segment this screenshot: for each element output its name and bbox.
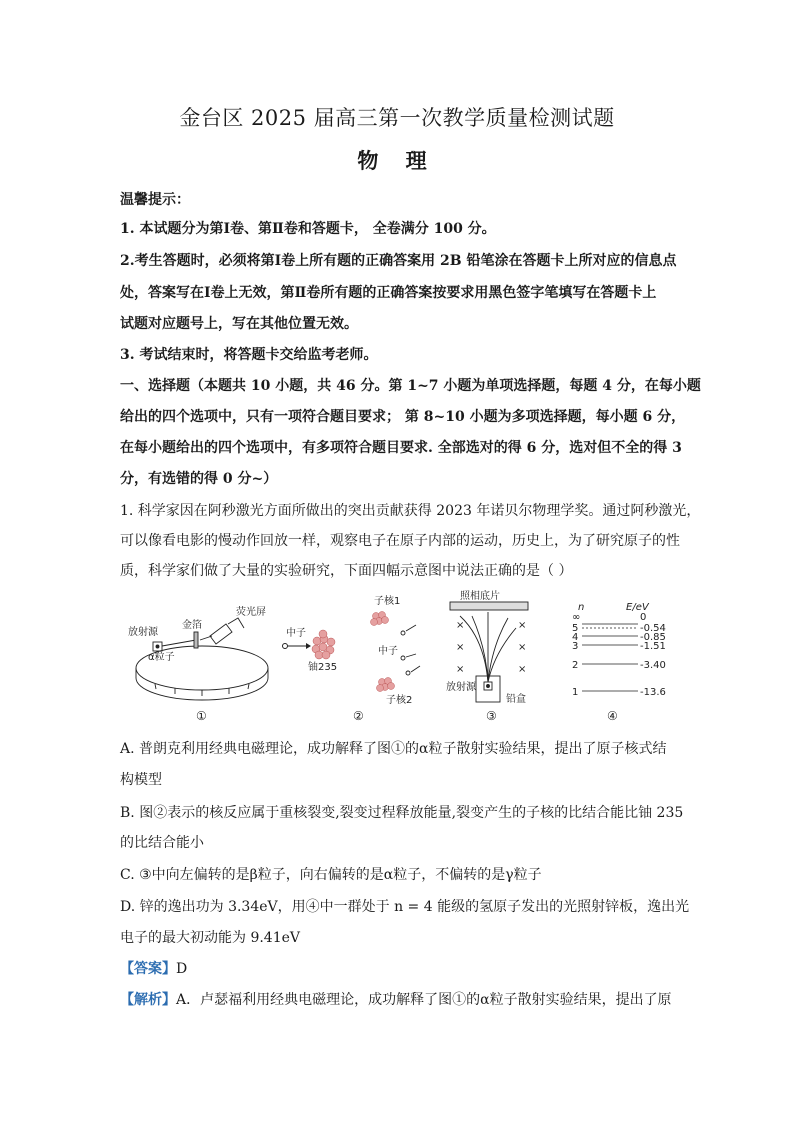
fig3-number: ③ — [486, 709, 497, 723]
section-line: 分，有选错的得 0 分~） — [120, 471, 278, 487]
figures-svg — [120, 588, 680, 728]
section-line: 给出的四个选项中，只有一项符合题目要求； 第 8~10 小题为多项选择题，每小题 6 分， — [120, 409, 686, 425]
notice-line: 处，答案写在Ⅰ卷上无效，第Ⅱ卷所有题的正确答案按要求用黑色签字笔填写在答题卡上 — [120, 285, 657, 301]
gold-foil — [194, 632, 198, 648]
incoming-neutron — [283, 644, 288, 649]
answer-line — [120, 958, 680, 978]
photo-film — [450, 602, 528, 610]
microscope-eyepiece — [228, 618, 244, 628]
arrow-head — [306, 643, 311, 649]
subject-title: 物 理 — [357, 148, 437, 173]
option-line: 的比结合能小 — [120, 835, 204, 851]
fig4-level-e: -0.85 — [640, 632, 666, 643]
fig4-level-e: -3.40 — [640, 660, 666, 671]
answer-value: D — [176, 961, 188, 977]
section-line: 一、选择题（本题共 10 小题，共 46 分。第 1~7 小题为单项选择题，每题 4 分，在每小题 — [120, 378, 701, 394]
question-stem-line: 质，科学家们做了大量的实验研究，下面四幅示意图中说法正确的是（ ） — [120, 563, 573, 579]
exam-title: 金台区 2025 届高三第一次教学质量检测试题 — [179, 106, 615, 130]
option-line: B. 图②表示的核反应属于重核裂变,裂变过程释放能量,裂变产生的子核的比结合能比铀 235 — [120, 805, 684, 821]
svg-text:×: × — [518, 664, 527, 675]
fig1-foil-label: 金箔 — [182, 620, 202, 631]
notice-line: 2.考生答题时，必须将第Ⅰ卷上所有题的正确答案用 2B 铅笔涂在答题卡上所对应的信息点 — [120, 253, 677, 269]
question-stem-line: 可以像看电影的慢动作回放一样，观察电子在原子内部的运动，历史上，为了研究原子的性 — [120, 533, 680, 549]
fig3-source-label: 放射源 — [446, 682, 476, 693]
fig2-number: ② — [353, 709, 364, 723]
question-stem-line: 1. 科学家因在阿秒激光方面所做出的突出贡献获得 2023 年诺贝尔物理学奖。通过阿秒激光， — [120, 503, 701, 519]
fig4-n-label: n — [578, 602, 585, 613]
analysis-tag: 【解析】 — [120, 992, 176, 1008]
fig1-number: ① — [196, 709, 207, 723]
question-figures — [120, 588, 680, 728]
section-line: 在每小题给出的四个选项中，有多项符合题目要求. 全部选对的得 6 分，选对但不全的得 3 — [120, 440, 682, 456]
deflected-ray-right-2 — [488, 628, 516, 682]
analysis-line — [120, 989, 680, 1009]
scale-tick — [155, 684, 156, 689]
fig4-level-e: -1.51 — [640, 641, 666, 652]
fig1-screen-label: 荧光屏 — [236, 607, 266, 618]
fig1-source-label: 放射源 — [128, 627, 158, 638]
fig4-level-n: 4 — [572, 632, 579, 643]
fig2-neutron-out-label: 中子 — [378, 646, 398, 657]
daughter-nucleus-1 — [371, 612, 389, 626]
fig2-neutron-in-label: 中子 — [286, 628, 306, 639]
answer-tag: 【答案】 — [120, 961, 176, 977]
option-line: 构模型 — [120, 772, 162, 788]
svg-text:×: × — [456, 642, 465, 653]
figure-2 — [283, 612, 421, 692]
notice-heading: 温馨提示： — [120, 192, 190, 208]
notice-line: 1. 本试题分为第Ⅰ卷、第Ⅱ卷和答题卡， 全卷满分 100 分。 — [120, 221, 496, 237]
microscope-tube — [200, 636, 212, 640]
fig3-film-label: 照相底片 — [460, 591, 500, 602]
option-line: 电子的最大初动能为 9.41eV — [120, 930, 301, 946]
svg-text:×: × — [456, 620, 465, 631]
svg-text:×: × — [456, 664, 465, 675]
figure-4 — [582, 624, 638, 691]
daughter-nucleus-2 — [377, 678, 395, 692]
notice-line: 3. 考试结束时，将答题卡交给监考老师。 — [120, 347, 378, 363]
fig4-level-n: 3 — [572, 641, 579, 652]
fig1-particle-label: α粒子 — [148, 652, 175, 663]
analysis-text: A．卢瑟福利用经典电磁理论，成功解释了图①的α粒子散射实验结果，提出了原 — [176, 992, 672, 1008]
deflected-ray-left-2 — [472, 616, 488, 682]
option-line: A. 普朗克利用经典电磁理论，成功解释了图①的α粒子散射实验结果，提出了原子核式结 — [120, 741, 667, 757]
fig4-level-e: -0.54 — [640, 623, 666, 634]
fig2-uranium-label: 铀235 — [308, 662, 338, 673]
fig3-box-label: 铅盒 — [506, 694, 526, 705]
fig4-level-n: 5 — [572, 623, 579, 634]
fig4-level-n: 1 — [572, 687, 579, 698]
notice-line: 试题对应题号上，写在其他位置无效。 — [120, 316, 358, 332]
uranium-nucleus — [312, 630, 335, 659]
alpha-source-dot — [156, 645, 159, 648]
source-dot — [487, 685, 490, 688]
fig2-nucleus1-label: 子核1 — [374, 596, 401, 607]
svg-text:×: × — [518, 642, 527, 653]
fig4-number: ④ — [607, 709, 618, 723]
emitted-neutrons — [401, 625, 420, 675]
fluorescent-screen — [210, 624, 232, 644]
svg-text:×: × — [518, 620, 527, 631]
fig4-zero-label: 0 — [640, 612, 647, 623]
option-line: C. ③中向左偏转的是β粒子，向右偏转的是α粒子，不偏转的是γ粒子 — [120, 867, 542, 883]
alpha-beam — [162, 640, 196, 646]
option-line: D. 锌的逸出功为 3.34eV，用④中一群处于 n = 4 能级的氢原子发出的光照射锌板，逸出光 — [120, 899, 690, 915]
scale-tick — [248, 684, 249, 689]
fig4-level-n: 2 — [572, 660, 579, 671]
fig4-e-label: E/eV — [626, 602, 649, 613]
fig4-inf-label: ∞ — [572, 612, 581, 623]
fig2-nucleus2-label: 子核2 — [386, 695, 413, 706]
fig4-level-e: -13.6 — [640, 687, 666, 698]
